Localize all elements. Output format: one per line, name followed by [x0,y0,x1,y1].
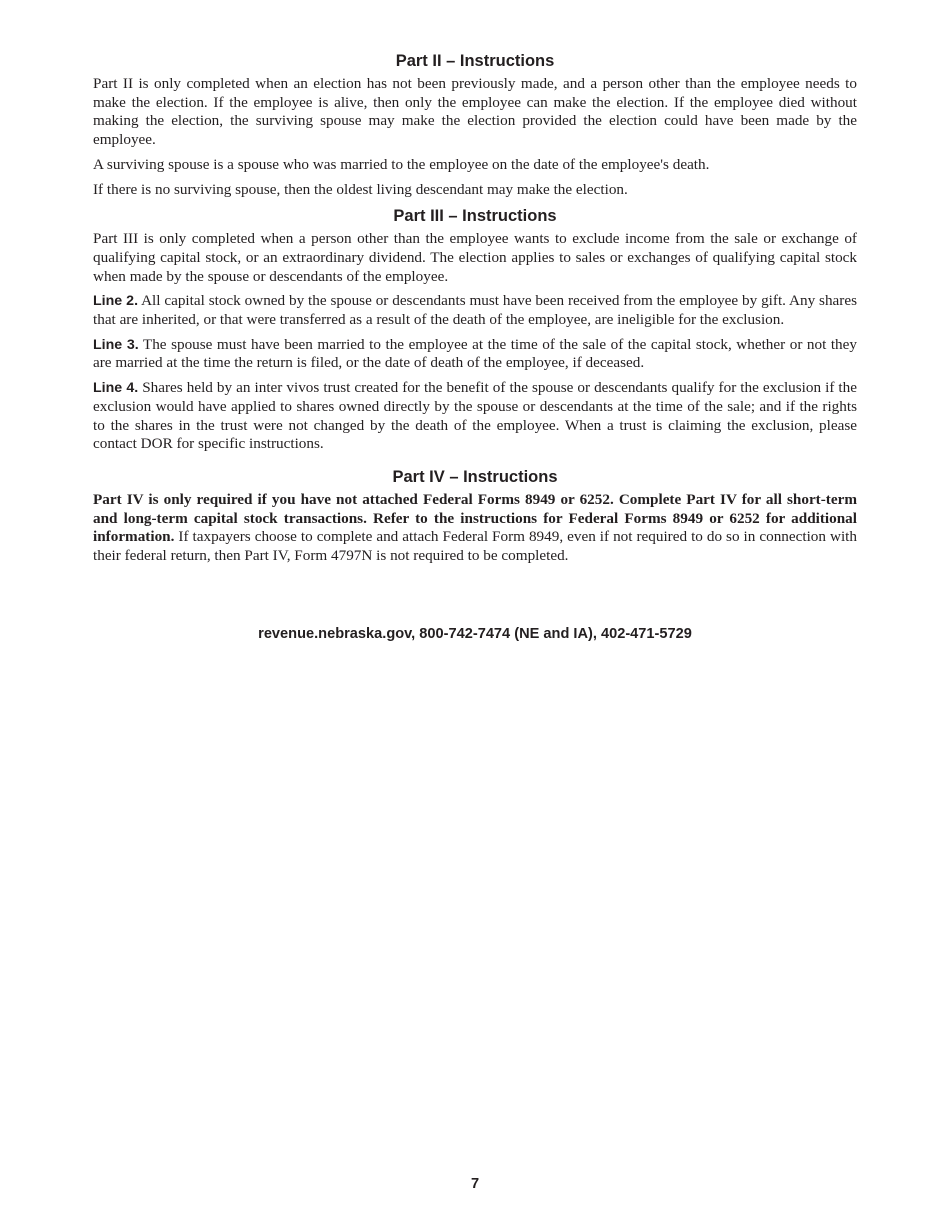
part2-paragraph-1: Part II is only completed when an election has not been previously made, and a person other than the employee needs to make the election. If the employee is alive, then only the employee can make the election. If the employee died without making the election, the surviving spouse may make the election provided the election could have been made by the employee. [93,75,857,149]
part4-bold-text: Part IV is only required if you have not attached Federal Forms 8949 or 6252. Complete Part IV for all short-term and long-term capital stock transactions. Refer to the instructions for Federal Forms 8949 or 6252 for additional information. [93,490,857,546]
line2-text: All capital stock owned by the spouse or descendants must have been received from the employee by gift. Any shares that are inherited, or that were transferred as a result of the death of the employee, are ineligible for the exclusion. [93,292,857,329]
contact-line: revenue.nebraska.gov, 800-742-7474 (NE and IA), 402-471-5729 [258,626,692,642]
instructions-page [93,50,857,566]
part4-heading: Part IV – Instructions [392,467,558,486]
part4-text: If taxpayers choose to complete and attach Federal Form 8949, even if not required to do so in connection with their federal return, then Part IV, Form 4797N is not required to be completed. [93,528,857,565]
part4-paragraph [93,491,857,566]
part3-line3-paragraph [93,336,857,373]
part3-heading: Part III – Instructions [393,207,557,226]
part2-paragraph-3: If there is no surviving spouse, then the oldest living descendant may make the election. [93,180,628,198]
line3-label: Line 3. [93,336,139,353]
part2-paragraph-2: A surviving spouse is a spouse who was married to the employee on the date of the employee's death. [93,155,710,173]
line3-text: The spouse must have been married to the employee at the time of the sale of the capital stock, whether or not they are married at the time the return is filed, or the date of death of the employee, if deceased. [93,335,857,372]
part3-paragraph-1: Part III is only completed when a person other than the employee wants to exclude income from the sale or exchange of qualifying capital stock, or an extraordinary dividend. The election applies to sales or exchanges of qualifying capital stock when made by the spouse or descendants of the employee. [93,230,857,285]
part3-line2-paragraph [93,292,857,329]
page-number: 7 [470,1176,480,1192]
line2-label: Line 2. [93,293,139,310]
line4-text: Shares held by an inter vivos trust created for the benefit of the spouse or descendants qualify for the exclusion if the exclusion would have applied to shares owned directly by the spouse or descendants at the time of the sale; and if the rights to the shares in the trust were not changed by the death of the employee. When a trust is claiming the exclusion, please contact DOR for specific instructions. [93,379,857,453]
part2-heading: Part II – Instructions [395,52,555,70]
line4-label: Line 4. [93,380,139,397]
part3-line4-paragraph [93,379,857,454]
